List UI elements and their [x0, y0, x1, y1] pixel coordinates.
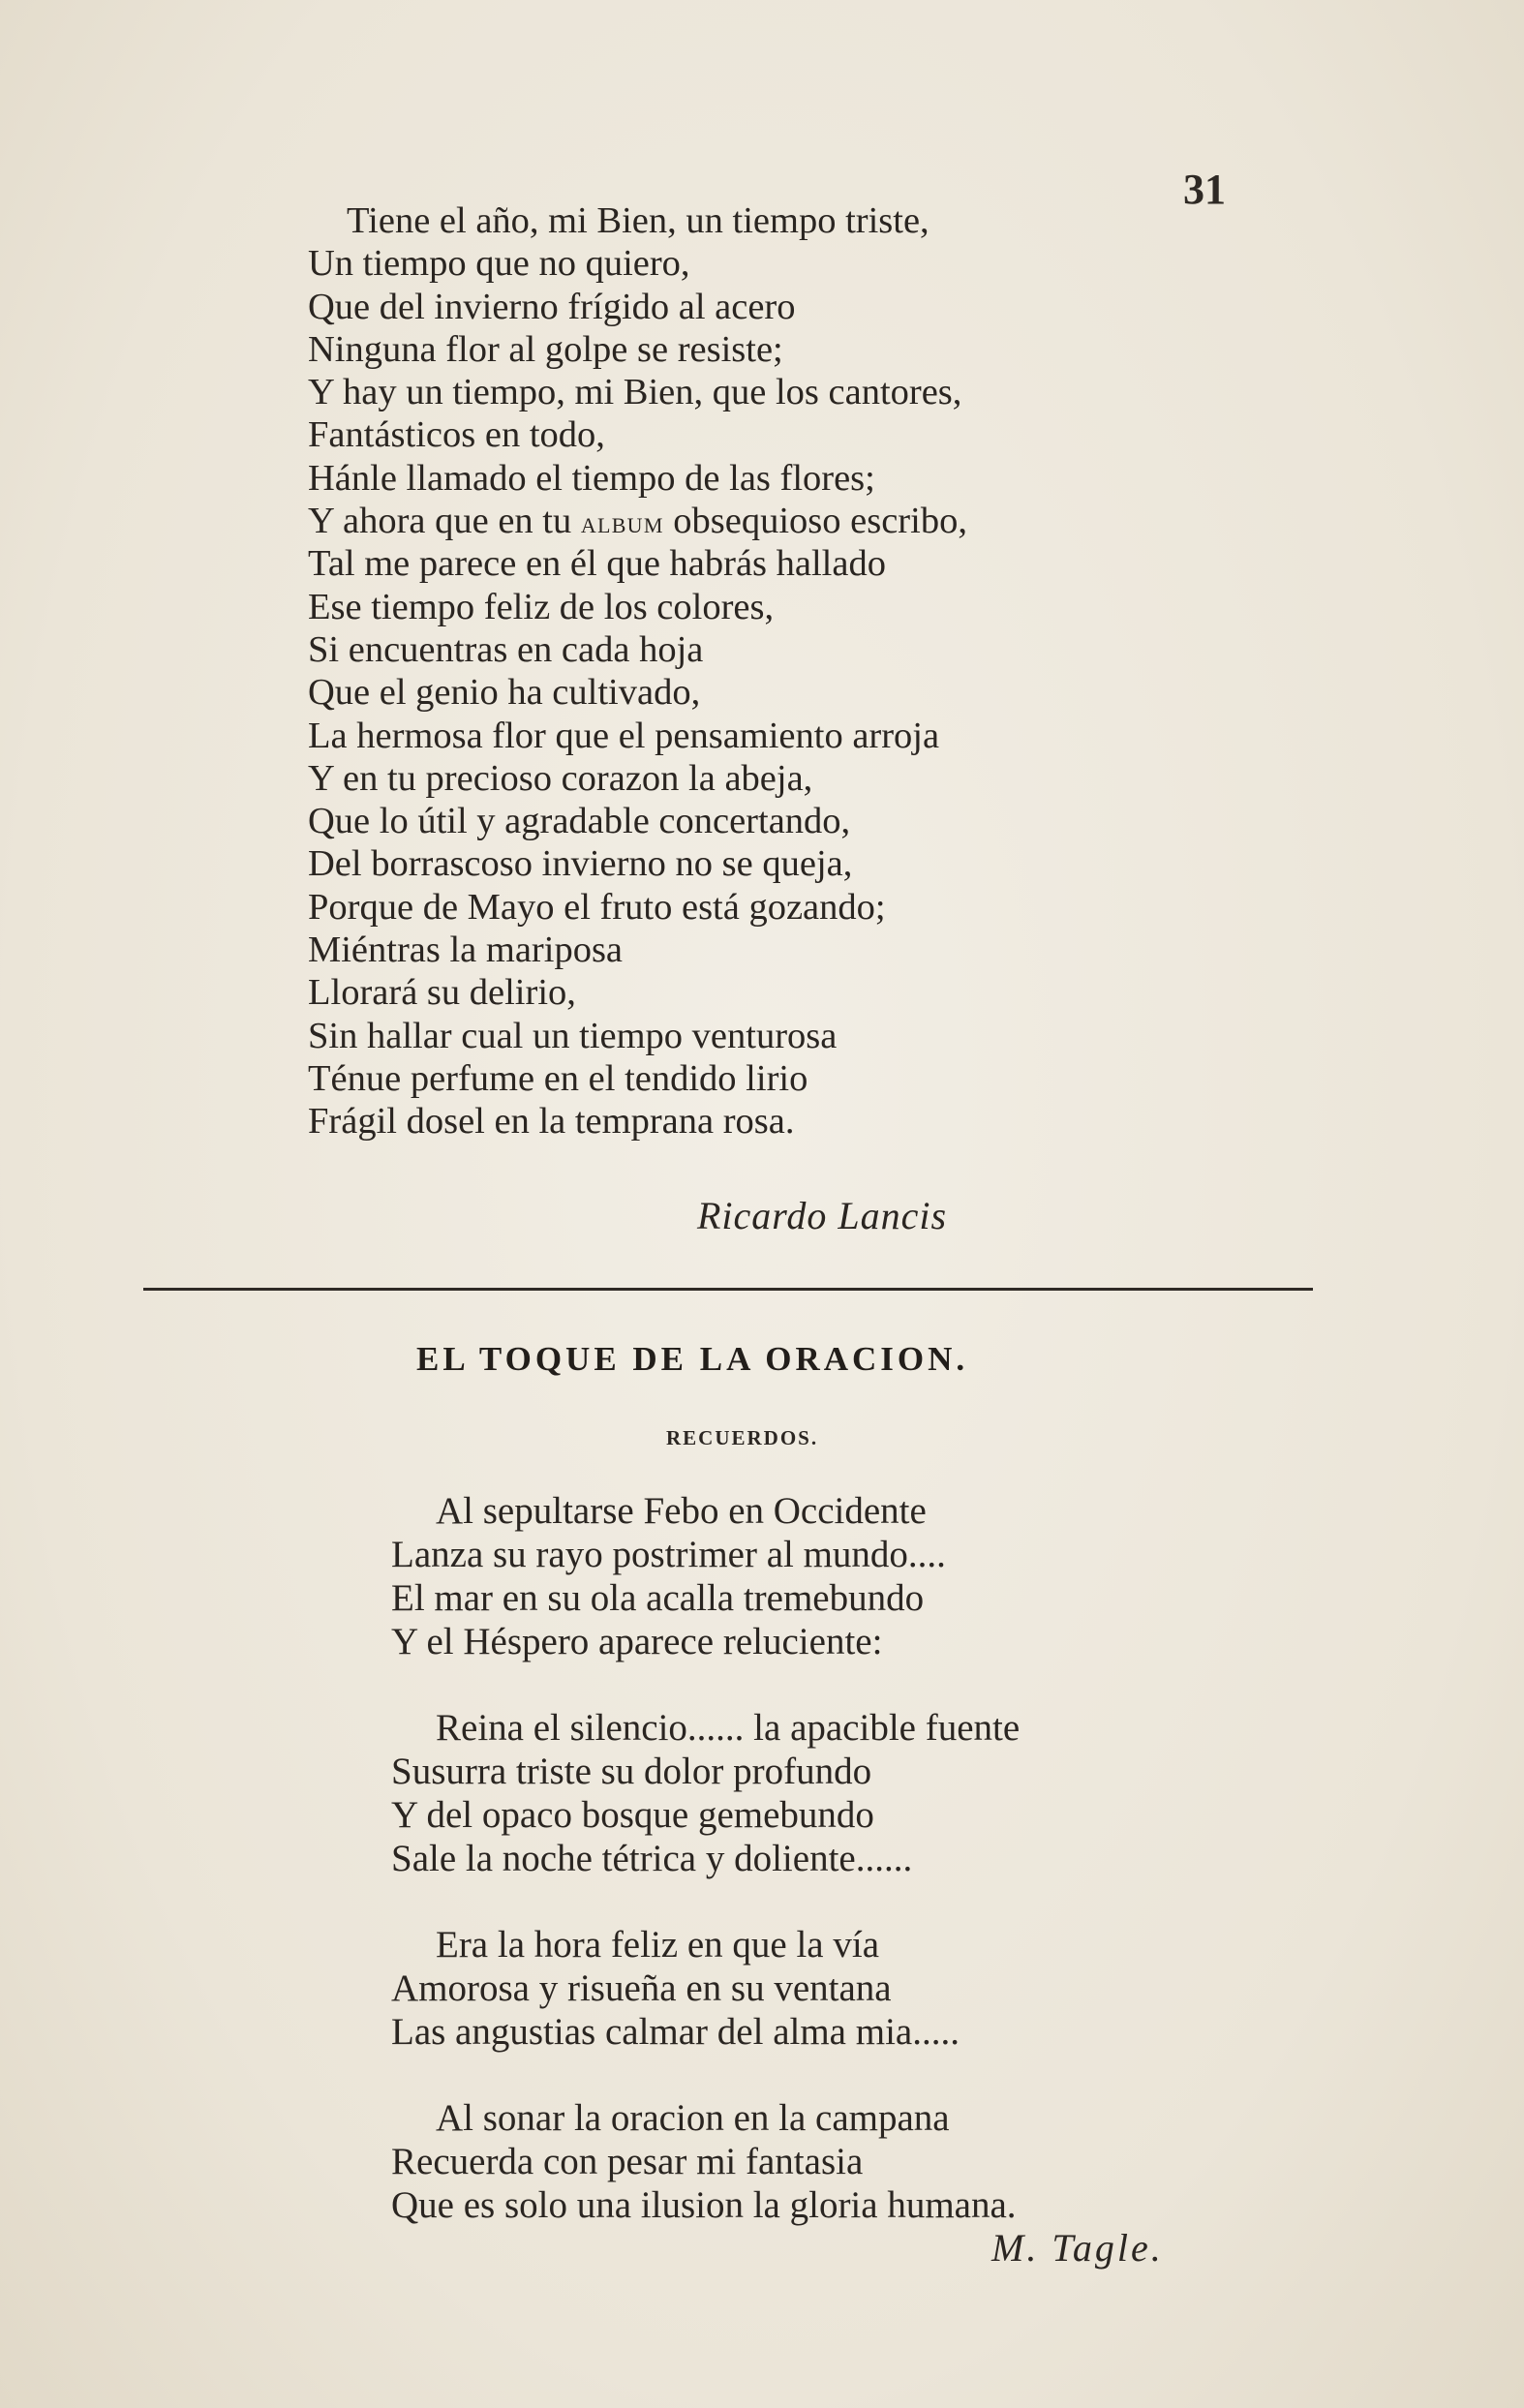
poem-line: Y en tu precioso corazon la abeja, [308, 757, 813, 799]
poem-line: Sale la noche tétrica y doliente...... [391, 1838, 913, 1879]
poem-line: Y del opaco bosque gemebundo [391, 1794, 874, 1836]
poem-subtitle: RECUERDOS. [666, 1426, 819, 1449]
poem-line: Lanza su rayo postrimer al mundo.... [391, 1534, 946, 1575]
poem-line: Que el genio ha cultivado, [308, 672, 701, 714]
poem-title: EL TOQUE DE LA ORACION. [416, 1340, 969, 1378]
poem-line: Reina el silencio...... la apacible fuente [436, 1707, 1021, 1749]
poem-line: Frágil dosel en la temprana rosa. [308, 1101, 795, 1143]
poem-line: Al sepultarse Febo en Occidente [436, 1490, 927, 1532]
poem-line: Que del invierno frígido al acero [308, 286, 796, 327]
poem-line [308, 500, 967, 542]
poem-line-start: Y ahora que en tu [308, 501, 572, 542]
poem-line: Recuerda con pesar mi fantasia [391, 2141, 864, 2182]
poem-line: Y el Héspero aparece reluciente: [391, 1621, 883, 1662]
poem-second [391, 1489, 1020, 2227]
poem-line: Ténue perfume en el tendido lirio [308, 1057, 808, 1099]
stanza [391, 1489, 1020, 1663]
poem-line: Las angustias calmar del alma mia..... [391, 2011, 960, 2053]
section-divider [143, 1288, 1313, 1291]
poem-line: Amorosa y risueña en su ventana [391, 1967, 892, 2009]
poem-line: Al sonar la oracion en la campana [436, 2097, 950, 2139]
poem-line: Tiene el año, mi Bien, un tiempo triste, [347, 200, 930, 241]
poem-first-signature: Ricardo Lancis [697, 1194, 948, 1237]
poem-line: Hánle llamado el tiempo de las flores; [308, 457, 875, 499]
poem-line: Un tiempo que no quiero, [308, 243, 690, 285]
poem-line: La hermosa flor que el pensamiento arroja [308, 715, 940, 756]
poem-first [308, 199, 967, 1143]
poem-line: Miéntras la mariposa [308, 930, 624, 971]
poem-line: Porque de Mayo el fruto está gozando; [308, 886, 886, 928]
poem-line: Ninguna flor al golpe se resiste; [308, 328, 783, 370]
poem-line: Fantásticos en todo, [308, 414, 605, 456]
poem-second-author: M. Tagle. [991, 2226, 1164, 2270]
poem-line: Susurra triste su dolor profundo [391, 1751, 872, 1792]
poem-line: Si encuentras en cada hoja [308, 628, 704, 670]
stanza [391, 2096, 1020, 2227]
poem-line: Ese tiempo feliz de los colores, [308, 586, 775, 627]
poem-line: Era la hora feliz en que la vía [436, 1924, 880, 1966]
poem-line: El mar en su ola acalla tremebundo [391, 1577, 925, 1619]
page-number: 31 [1183, 166, 1226, 213]
stanza [391, 1923, 1020, 2054]
poem-line: Tal me parece en él que habrás hallado [308, 543, 886, 585]
poem-line: Que es solo una ilusion la gloria humana. [391, 2184, 1017, 2226]
poem-line: Que lo útil y agradable concertando, [308, 801, 851, 842]
poem-line: Sin hallar cual un tiempo venturosa [308, 1015, 838, 1056]
stanza [391, 1706, 1020, 1880]
poem-line-end: obsequioso escribo, [663, 501, 967, 542]
poem-line: Y hay un tiempo, mi Bien, que los cantores, [308, 372, 962, 413]
poem-line: Del borrascoso invierno no se queja, [308, 843, 853, 885]
album-word: album [580, 505, 664, 540]
poem-line: Llorará su delirio, [308, 972, 576, 1014]
